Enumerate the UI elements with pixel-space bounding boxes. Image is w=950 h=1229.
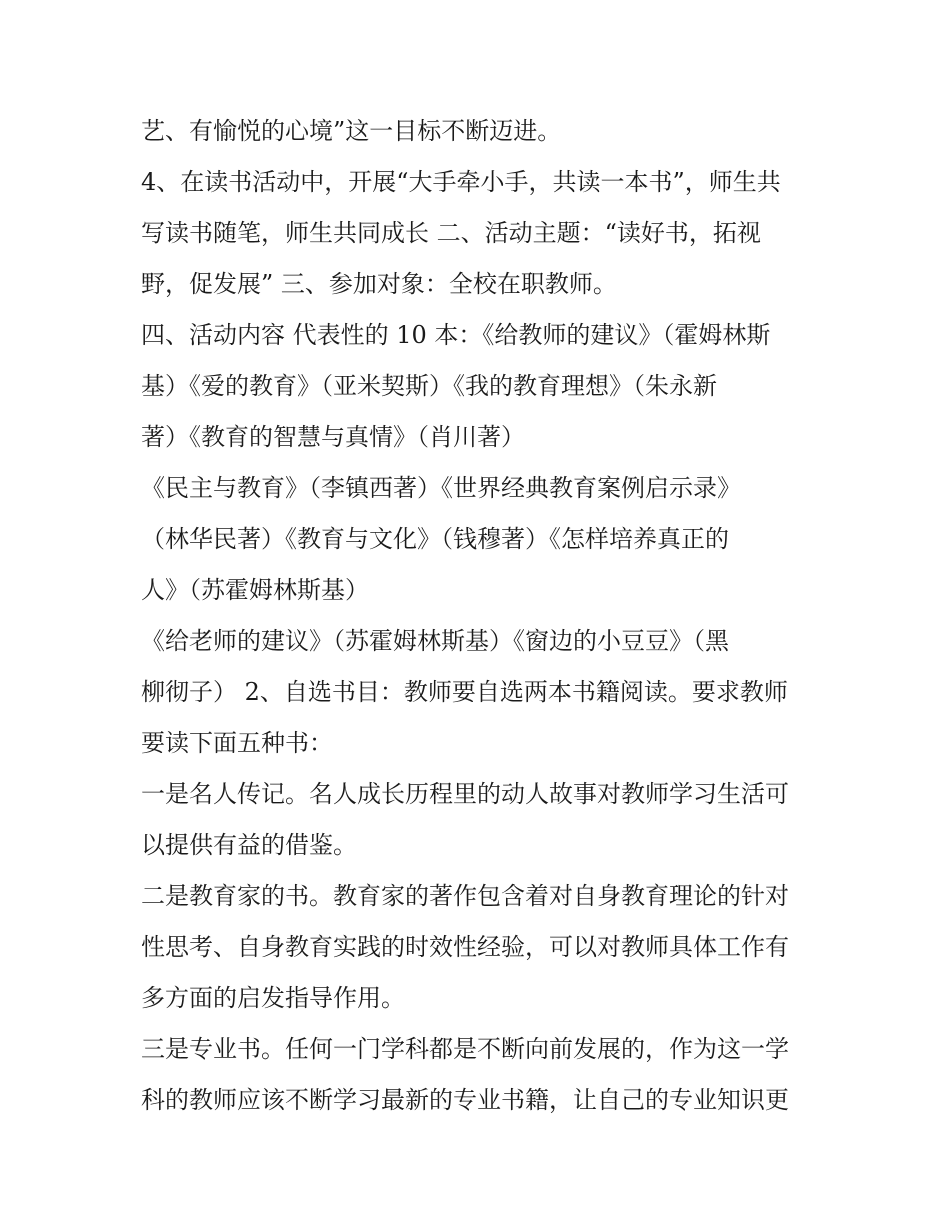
text-line: 艺、有愉悦的心境”这一目标不断迈进。 bbox=[141, 117, 562, 145]
text-line: 四、活动内容 代表性的 10 本：《给教师的建议》（霍姆林斯 bbox=[141, 321, 771, 349]
text-line: 二是教育家的书。教育家的著作包含着对自身教育理论的针对 bbox=[141, 882, 789, 910]
text-line: 著）《教育的智慧与真情》（肖川著） bbox=[141, 423, 525, 451]
document-body bbox=[141, 106, 813, 1126]
text-line: 要读下面五种书： bbox=[141, 729, 333, 757]
text-line: 基）《爱的教育》（亚米契斯）《我的教育理想》（朱永新 bbox=[141, 372, 717, 400]
text-line: 写读书随笔，师生共同成长 二、活动主题：“读好书，拓视 bbox=[141, 219, 761, 247]
text-line: 柳彻子） 2、自选书目：教师要自选两本书籍阅读。要求教师 bbox=[141, 678, 788, 706]
text-line: 一是名人传记。名人成长历程里的动人故事对教师学习生活可 bbox=[141, 780, 789, 808]
text-line: 科的教师应该不断学习最新的专业书籍，让自己的专业知识更 bbox=[141, 1086, 789, 1114]
text-line: 多方面的启发指导作用。 bbox=[141, 984, 405, 1012]
text-line: 性思考、自身教育实践的时效性经验，可以对教师具体工作有 bbox=[141, 933, 789, 961]
text-line: 野，促发展” 三、参加对象：全校在职教师。 bbox=[141, 270, 617, 298]
text-line: 以提供有益的借鉴。 bbox=[141, 831, 357, 859]
text-line: 人》（苏霍姆林斯基） bbox=[141, 576, 369, 604]
text-line: 三是专业书。任何一门学科都是不断向前发展的，作为这一学 bbox=[141, 1035, 789, 1063]
text-line: 《给老师的建议》（苏霍姆林斯基）《窗边的小豆豆》（黑 bbox=[141, 627, 729, 655]
text-line: 4、在读书活动中，开展“大手牵小手，共读一本书”，师生共 bbox=[141, 168, 781, 196]
text-line: 《民主与教育》（李镇西著）《世界经典教育案例启示录》 bbox=[141, 474, 741, 502]
text-line: （林华民著）《教育与文化》（钱穆著）《怎样培养真正的 bbox=[141, 525, 729, 553]
